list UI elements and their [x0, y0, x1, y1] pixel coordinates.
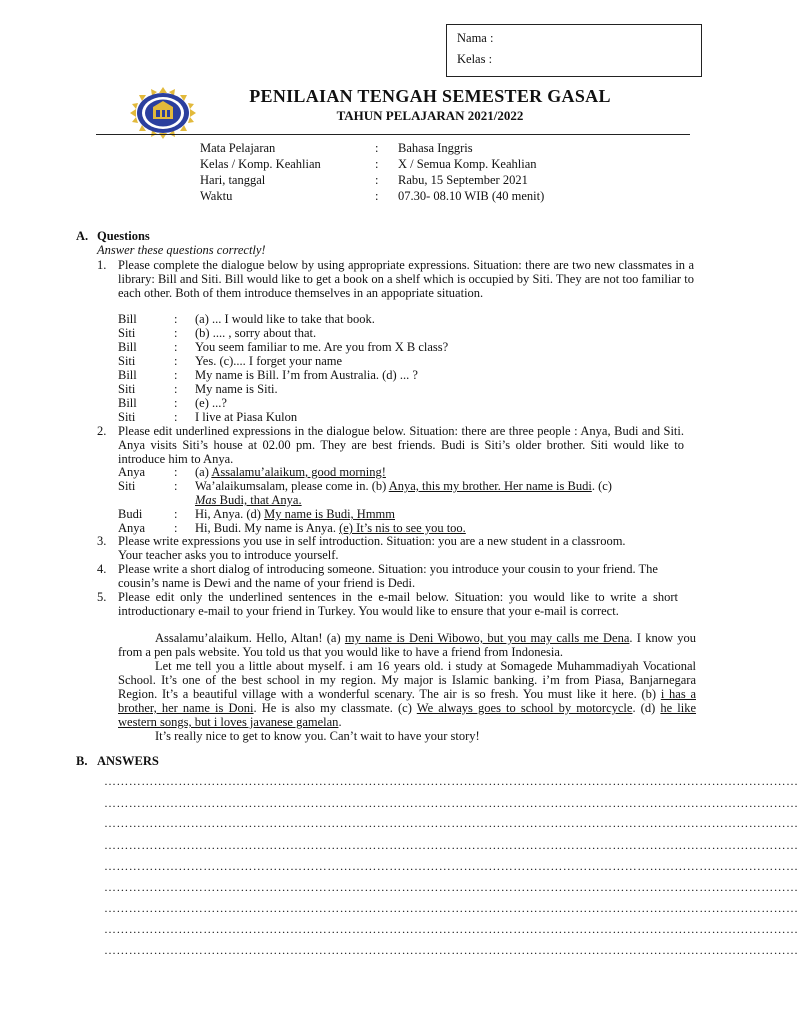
- utterance: I live at Piasa Kulon: [195, 410, 298, 424]
- utterance: (e) ...?: [195, 396, 227, 410]
- email-text: .: [338, 715, 342, 729]
- section-a-letter: A.: [76, 229, 89, 243]
- colon: :: [174, 396, 178, 410]
- answer-line[interactable]: ……………………………………………………………………………………………………………………………………………………: [104, 796, 798, 810]
- email-paragraph-2: [118, 659, 696, 729]
- underlined-sentence: i has a brother, her name is Doni: [118, 687, 696, 715]
- answer-line[interactable]: ……………………………………………………………………………………………………………………………………………………: [104, 922, 798, 936]
- email-paragraph-3: It’s really nice to get to know you. Can’t wait to have your story!: [155, 729, 480, 743]
- speaker: Anya: [118, 521, 146, 535]
- colon: :: [174, 382, 178, 396]
- utterance: My name is Siti.: [195, 382, 278, 396]
- utterance-text: (a): [195, 465, 212, 479]
- q2-text: Please edit underlined expressions in the dialogue below. Situation: there are three people : Anya, Budi and Siti. Anya visits Siti’s house at 02.00 pm. They are best friends. Budi is Siti’s older brother. Siti would like to introduce him to Anya.: [118, 424, 684, 466]
- underlined-sentence: We always goes to school by motorcycle: [416, 701, 633, 715]
- utterance: My name is Bill. I’m from Australia. (d) ... ?: [195, 368, 418, 382]
- utterance: (b) .... , sorry about that.: [195, 326, 317, 340]
- separator: :: [375, 189, 379, 203]
- speaker: Bill: [118, 340, 137, 354]
- underlined-expression: Assalamu’alaikum, good morning!: [211, 465, 386, 479]
- underlined-expression: Anya, this my brother. Her name is Budi: [388, 479, 592, 493]
- q3-text: Please write expressions you use in self introduction. Situation: you are a new student in a classroom. Your teacher asks you to introduce yourself.: [118, 534, 626, 562]
- colon: :: [174, 354, 178, 368]
- answer-line[interactable]: ……………………………………………………………………………………………………………………………………………………: [104, 774, 798, 788]
- utterance: (a) ... I would like to take that book.: [195, 312, 375, 326]
- q1-text: Please complete the dialogue below by using appropriate expressions. Situation: there are two new classmates in a library: Bill and Siti. Bill would like to get a book on a shelf which is occupied by Siti. They are not too familiar to each other. Both of them introduce themselves in an appopriate situation.: [118, 258, 694, 300]
- speaker: Siti: [118, 354, 136, 368]
- answer-line[interactable]: ……………………………………………………………………………………………………………………………………………………: [104, 901, 798, 915]
- email-text: Let me tell you a little about myself. i am 16 years old. i study at Somagede Muhammadiyah Vocational School. It’s one of the best school in my region. My major is Islamic banking. i’m from Piasa, Banjarnegara Region. It’s a beautiful village with a wonderful scenary. The air is so fresh. You must like it here. (b): [118, 659, 696, 701]
- underlined-sentence: my name is Deni Wibowo, but you may calls me Dena: [344, 631, 630, 645]
- answer-line[interactable]: ……………………………………………………………………………………………………………………………………………………: [104, 816, 798, 830]
- underlined-expression: My name is Budi, Hmmm: [264, 507, 395, 521]
- speaker: Bill: [118, 368, 137, 382]
- colon: :: [174, 410, 178, 424]
- utterance-text: . (c): [591, 479, 612, 493]
- q5-number: 5.: [97, 590, 107, 604]
- answer-line[interactable]: ……………………………………………………………………………………………………………………………………………………: [104, 943, 798, 957]
- date-value: Rabu, 15 September 2021: [398, 173, 528, 187]
- utterance: [195, 465, 386, 479]
- q1-dialogue: [118, 312, 678, 424]
- underlined-expression: [195, 493, 302, 507]
- subject-label: Mata Pelajaran: [200, 141, 276, 155]
- section-a-instruction: Answer these questions correctly!: [97, 243, 266, 257]
- utterance: You seem familiar to me. Are you from X B class?: [195, 340, 449, 354]
- class-value: X / Semua Komp. Keahlian: [398, 157, 537, 171]
- speaker: Bill: [118, 312, 137, 326]
- colon: :: [174, 340, 178, 354]
- speaker: Siti: [118, 382, 136, 396]
- email-paragraph-1: [118, 631, 696, 659]
- info-separators: [375, 140, 385, 204]
- separator: :: [375, 173, 379, 187]
- colon: :: [174, 479, 178, 493]
- colon: :: [174, 312, 178, 326]
- speaker: Bill: [118, 396, 137, 410]
- utterance: Yes. (c).... I forget your name: [195, 354, 343, 368]
- separator: :: [375, 157, 379, 171]
- answer-line[interactable]: ……………………………………………………………………………………………………………………………………………………: [104, 880, 798, 894]
- email-text: Assalamu’alaikum. Hello, Altan! (a): [155, 631, 345, 645]
- colon: :: [174, 465, 178, 479]
- exam-subtitle: TAHUN PELAJARAN 2021/2022: [336, 108, 524, 123]
- subject-value: Bahasa Inggris: [398, 141, 473, 155]
- section-b-letter: B.: [76, 754, 88, 768]
- utterance-text: Budi, that Anya.: [216, 493, 302, 507]
- email-text: . (d): [632, 701, 661, 715]
- school-logo: [128, 86, 198, 140]
- colon: :: [174, 507, 178, 521]
- answer-line[interactable]: ……………………………………………………………………………………………………………………………………………………: [104, 859, 798, 873]
- info-values: [398, 140, 688, 204]
- email-text: . I know you from a pen pals website. You told us that you would like to have a friend from Indonesia.: [118, 631, 696, 659]
- q2-dialogue: [118, 465, 688, 535]
- underlined-sentence: he like western songs, but i loves javanese gamelan: [118, 701, 697, 729]
- name-field-label[interactable]: Nama :: [457, 31, 494, 45]
- q3-number: 3.: [97, 534, 107, 548]
- q5-text: Please edit only the underlined sentences in the e-mail below. Situation: you would like to write a short introductionary e-mail to your friend in Turkey. You would like to ensure that your e-mail is correct.: [118, 590, 678, 618]
- speaker: Anya: [118, 465, 146, 479]
- utterance: [195, 479, 612, 493]
- answer-line[interactable]: ……………………………………………………………………………………………………………………………………………………: [104, 838, 798, 852]
- section-b-title: ANSWERS: [97, 754, 159, 768]
- speaker: Siti: [118, 410, 136, 424]
- q4-text: Please write a short dialog of introducing someone. Situation: you introduce your cousin to your friend. The cousin’s name is Dewi and the name of your friend is Dedi.: [118, 562, 658, 590]
- utterance-text: Wa’alaikumsalam, please come in. (b): [195, 479, 389, 493]
- speaker: Budi: [118, 507, 143, 521]
- colon: :: [174, 368, 178, 382]
- q2-number: 2.: [97, 424, 107, 438]
- utterance-text: Hi, Anya. (d): [195, 507, 265, 521]
- utterance: [195, 521, 466, 535]
- info-labels: [200, 140, 400, 204]
- colon: :: [174, 521, 178, 535]
- exam-title: PENILAIAN TENGAH SEMESTER GASAL: [249, 86, 611, 106]
- separator: :: [375, 141, 379, 155]
- time-label: Waktu: [200, 189, 233, 203]
- underlined-expression: (e) It’s nis to see you too.: [339, 521, 466, 535]
- q1-number: 1.: [97, 258, 107, 272]
- italic-word: Mas: [195, 493, 217, 507]
- speaker: Siti: [118, 479, 136, 493]
- class-field-label[interactable]: Kelas :: [457, 52, 493, 66]
- utterance-text: Hi, Budi. My name is Anya.: [195, 521, 340, 535]
- colon: :: [174, 326, 178, 340]
- class-label: Kelas / Komp. Keahlian: [200, 157, 321, 171]
- section-a-title: Questions: [97, 229, 150, 243]
- header-divider: [96, 134, 690, 135]
- email-text: . He is also my classmate. (c): [253, 701, 417, 715]
- time-value: 07.30- 08.10 WIB (40 menit): [398, 189, 545, 203]
- speaker: Siti: [118, 326, 136, 340]
- utterance: [195, 493, 302, 507]
- q4-number: 4.: [97, 562, 107, 576]
- utterance: [195, 507, 395, 521]
- date-label: Hari, tanggal: [200, 173, 266, 187]
- student-identity-box: [446, 24, 702, 77]
